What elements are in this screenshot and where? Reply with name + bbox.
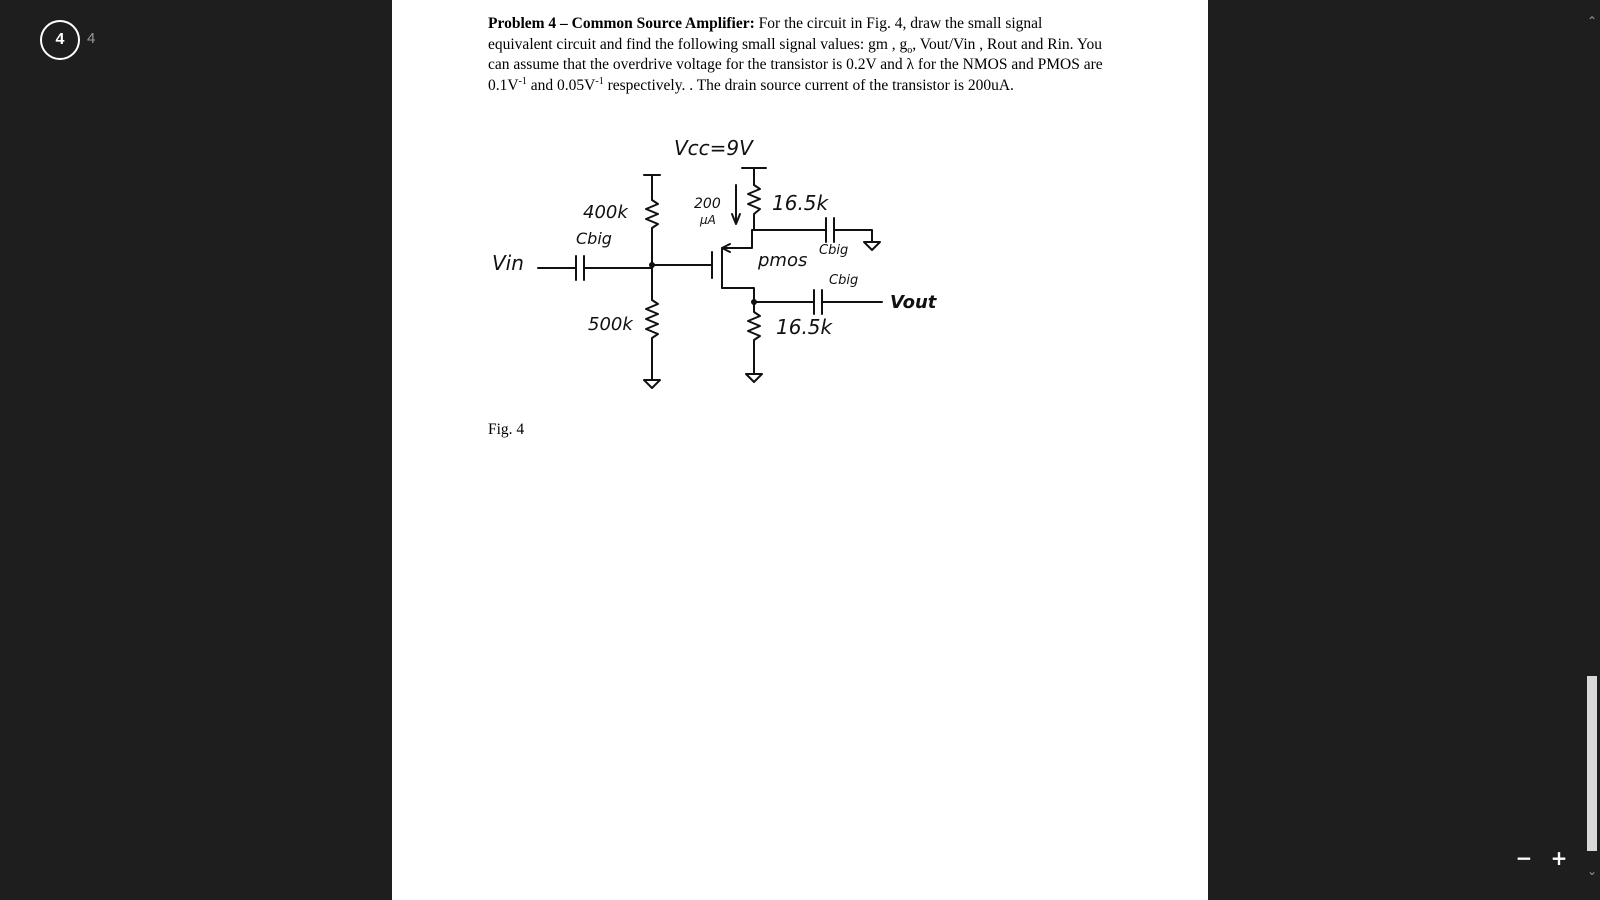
right-top-network	[732, 168, 766, 230]
circuit-figure	[486, 130, 946, 410]
circuit-diagram	[486, 130, 946, 410]
cout-label: Cbig	[829, 273, 859, 288]
pmos-label: pmos	[758, 250, 808, 271]
problem-statement	[488, 14, 1108, 96]
problem-sub-o: o	[907, 44, 913, 56]
vertical-scrollbar[interactable]	[1584, 0, 1600, 900]
right-bottom-network	[746, 302, 762, 382]
pmos-transistor	[722, 230, 754, 302]
problem-text-2: , Vout/Vin , Rout and Rin. You can assume that the overdrive voltage for the transistor is 0.2V and λ for the NMOS and PMOS are 0.1V	[488, 35, 1103, 94]
document-page	[392, 0, 1208, 900]
vout-label: Vout	[890, 292, 937, 313]
problem-sup-2: -1	[595, 75, 604, 87]
resistor-16-5k-top-label: 16.5k	[772, 191, 829, 215]
current-source-unit: μA	[700, 213, 716, 227]
resistor-16-5k-bottom-label: 16.5k	[776, 315, 833, 339]
figure-caption: Fig. 4	[488, 421, 525, 438]
total-pages-label: 4	[87, 30, 96, 47]
bypass-capacitor	[752, 218, 880, 250]
resistor-400k-label: 400k	[583, 202, 628, 223]
zoom-in-button[interactable]: +	[1550, 846, 1568, 870]
problem-text-3: and 0.05V	[526, 76, 596, 94]
scroll-down-icon[interactable]: ⌄	[1586, 864, 1598, 878]
left-bias-network	[644, 175, 660, 388]
scroll-up-icon[interactable]: ⌃	[1586, 14, 1598, 28]
current-page-badge: 4	[40, 20, 80, 60]
scrollbar-thumb[interactable]	[1587, 676, 1597, 851]
problem-heading: Problem 4 – Common Source Amplifier:	[488, 15, 755, 32]
problem-text-1: For the circuit in Fig. 4, draw the small signal equivalent circuit and find the following small signal values: gm , g	[488, 15, 1043, 53]
problem-text-4: respectively. . The drain source current of the transistor is 200uA.	[603, 76, 1014, 94]
resistor-500k-label: 500k	[588, 314, 633, 335]
current-source-value: 200	[694, 196, 721, 212]
output-coupling	[751, 290, 882, 314]
zoom-out-button[interactable]: −	[1515, 846, 1533, 870]
cin-label: Cbig	[576, 229, 612, 248]
input-coupling	[538, 252, 712, 280]
vin-label: Vin	[492, 251, 524, 275]
cbypass-label: Cbig	[819, 243, 849, 258]
problem-sup-1: -1	[518, 75, 527, 87]
vcc-label: Vcc=9V	[674, 136, 753, 160]
